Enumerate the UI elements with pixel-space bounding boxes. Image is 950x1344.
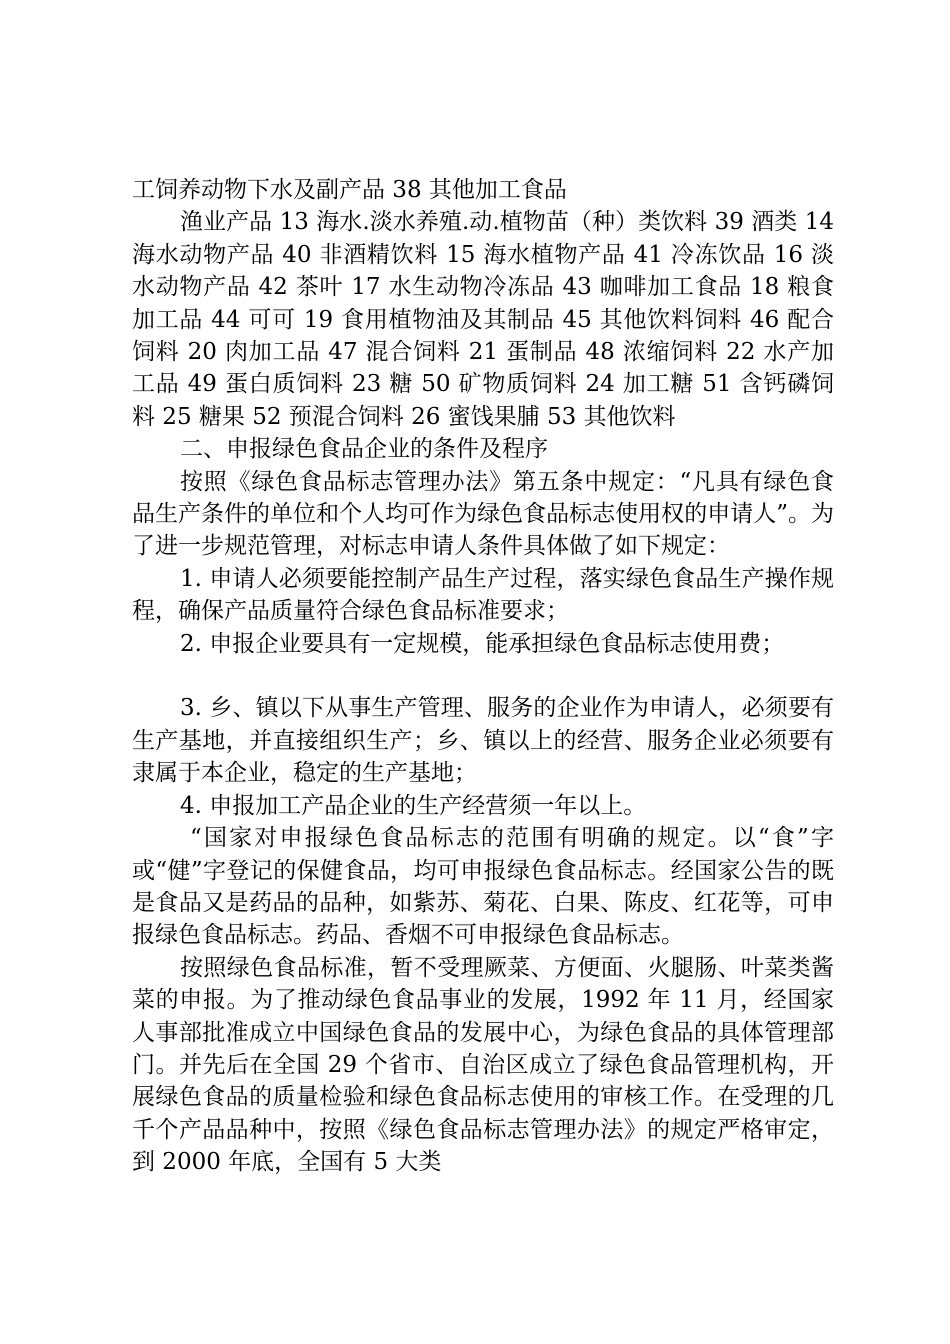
paragraph-continuation: 工饲养动物下水及副产品 38 其他加工食品 [132,177,567,203]
list-item-3: 3. 乡、镇以下从事生产管理、服务的企业作为申请人，必须要有生产基地，并直接组织生产；乡、镇以上的经营、服务企业必须要有隶属于本企业，稳定的生产基地； [132,695,834,787]
list-item-2: 2. 申报企业要具有一定规模，能承担绿色食品标志使用费； [180,630,785,657]
list-item-4: 4. 申报加工产品企业的生产经营须一年以上。 [180,792,647,819]
document-body [132,174,834,1179]
paragraph-regulation: 按照《绿色食品标志管理办法》第五条中规定：“凡具有绿色食品生产条件的单位和个人均可作为绿色食品标志使用权的申请人”。为了进一步规范管理，对标志申请人条件具体做了如下规定： [132,468,834,560]
paragraph-scope: “国家对申报绿色食品标志的范围有明确的规定。以“食”字或“健”字登记的保健食品，均可申报绿色食品标志。经国家公告的既是食品又是药品的品种，如紫苏、菊花、白果、陈皮、红花等，可申报绿色食品标志。药品、香烟不可申报绿色食品标志。 [132,825,834,949]
paragraph-standards: 按照绿色食品标准，暂不受理厥菜、方便面、火腿肠、叶菜类酱菜的申报。为了推动绿色食品事业的发展，1992 年 11 月，经国家人事部批准成立中国绿色食品的发展中心，为绿色食品的具体管理部门。并先后在全国 29 个省市、自治区成立了绿色食品管理机构，开展绿色食品的质量检验和绿色食品标志使用的审核工作。在受理的几千个产品品种中，按照《绿色食品标志管理办法》的规定严格审定，到 2000 年底，全国有 5 大类 [132,954,834,1176]
paragraph-product-list: 渔业产品 13 海水.淡水养殖.动.植物苗（种）类饮料 39 酒类 14 海水动物产品 40 非酒精饮料 15 海水植物产品 41 冷冻饮品 16 淡水动物产品 42 茶叶 17 水生动物冷冻品 43 咖啡加工食品 18 粮食加工品 44 可可 19 食用植物油及其制品 45 其他饮料饲料 46 配合饲料 20 肉加工品 47 混合饲料 21 蛋制品 48 浓缩饲料 22 水产加工品 49 蛋白质饲料 23 糖 50 矿物质饲料 24 加工糖 51 含钙磷饲料 25 糖果 52 预混合饲料 26 蜜饯果脯 53 其他饮料 [132,209,834,430]
section-heading: 二、申报绿色食品企业的条件及程序 [180,436,548,463]
blank-line [132,660,834,692]
list-item-1: 1. 申请人必须要能控制产品生产过程，落实绿色食品生产操作规程，确保产品质量符合绿色食品标准要求； [132,565,834,625]
